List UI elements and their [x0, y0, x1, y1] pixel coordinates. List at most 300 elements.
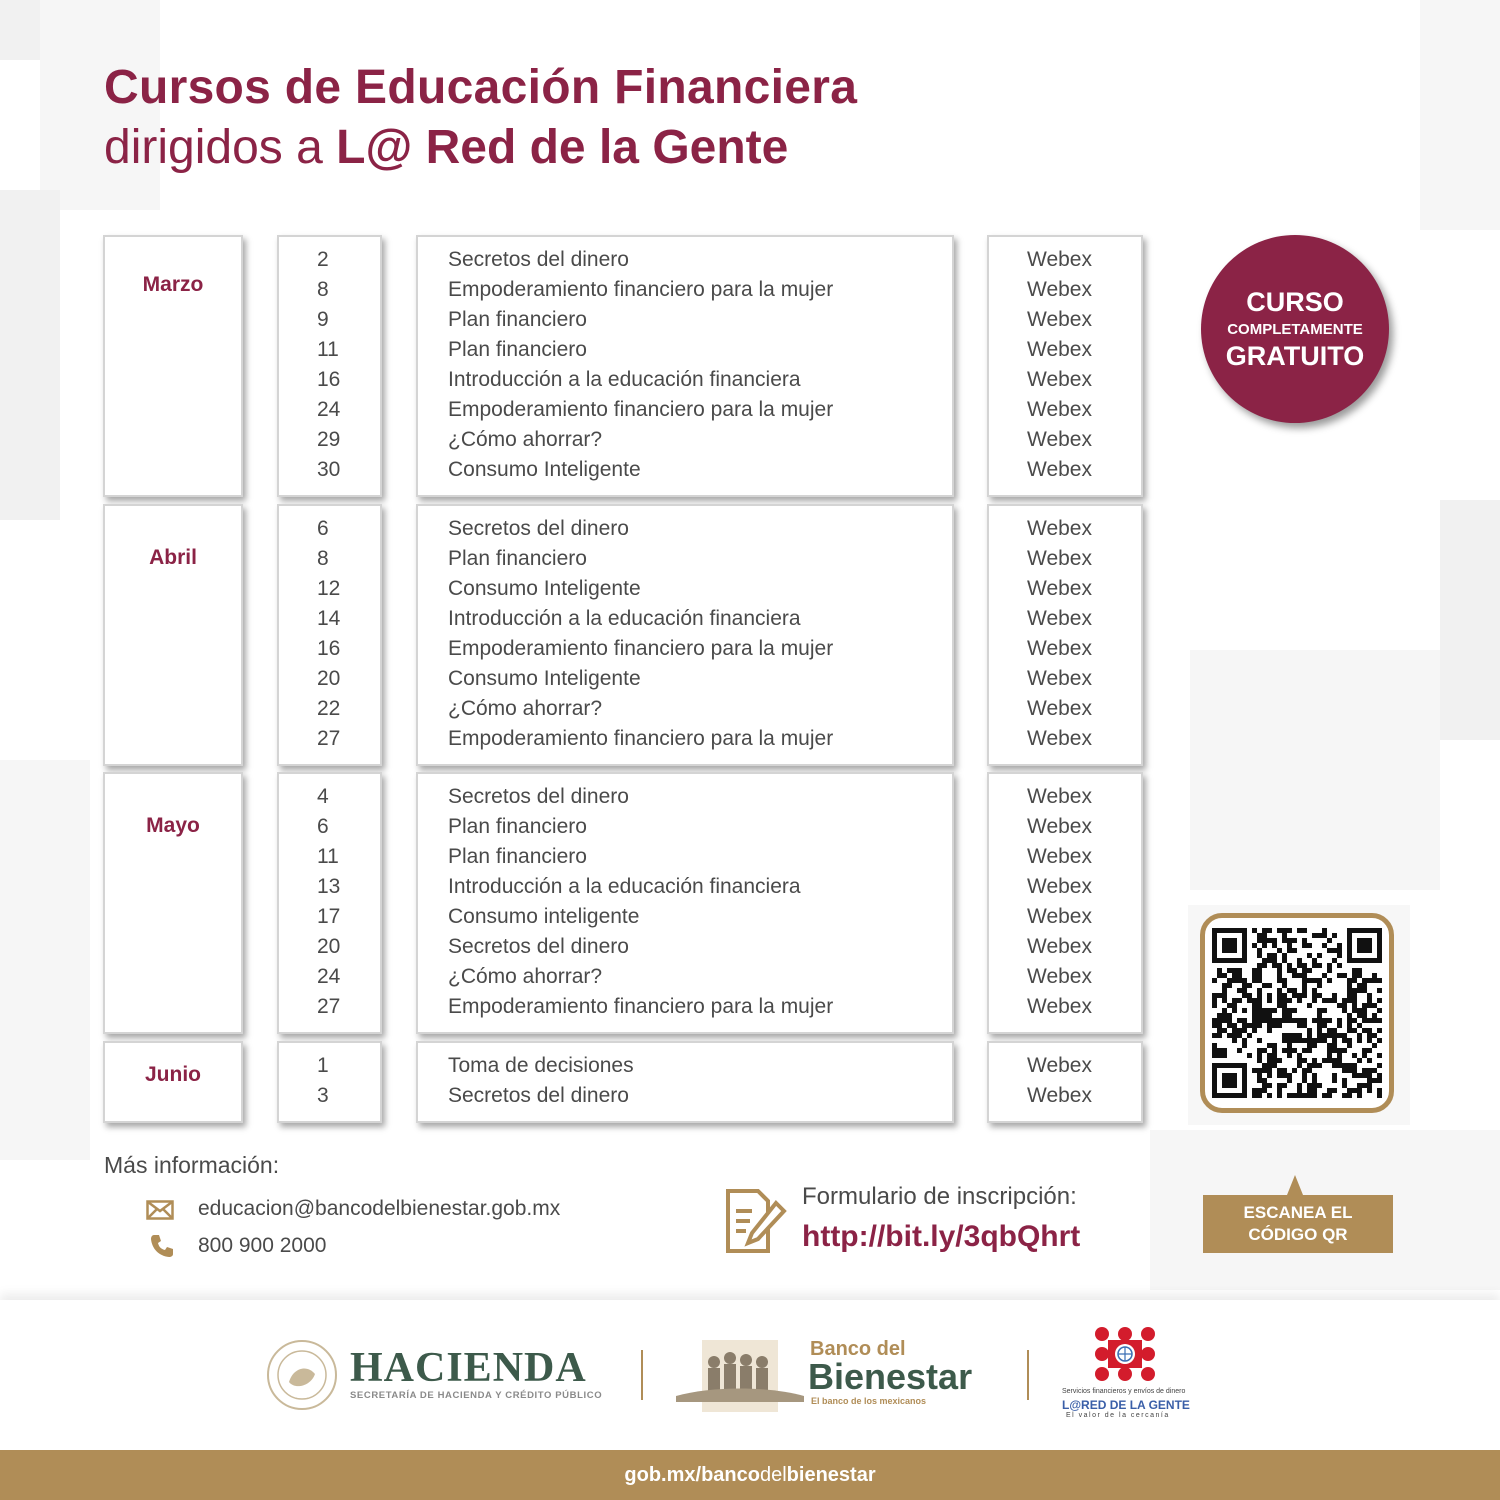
qr-module: [1307, 1063, 1312, 1068]
qr-module: [1287, 1008, 1292, 1013]
qr-module: [1317, 983, 1322, 988]
schedule-course-cell: Secretos del dinero: [448, 517, 629, 540]
qr-module: [1312, 1088, 1317, 1093]
scan-qr-label: [1203, 1195, 1393, 1253]
qr-module: [1322, 1093, 1327, 1098]
badge-line1: CURSO: [1246, 287, 1344, 317]
qr-module: [1287, 1038, 1292, 1043]
qr-module: [1347, 1088, 1352, 1093]
qr-module: [1277, 928, 1282, 933]
schedule-course-box: [416, 1041, 954, 1123]
qr-module: [1297, 963, 1302, 968]
qr-module: [1257, 1053, 1262, 1058]
qr-module: [1212, 1003, 1217, 1008]
qr-module: [1342, 1083, 1347, 1088]
qr-module: [1307, 1003, 1312, 1008]
qr-module: [1292, 1048, 1297, 1053]
qr-module: [1277, 963, 1282, 968]
schedule-platform-cell: Webex: [1027, 368, 1092, 391]
qr-module: [1302, 1068, 1307, 1073]
qr-module: [1272, 1023, 1277, 1028]
qr-module: [1292, 1008, 1297, 1013]
qr-module: [1242, 1028, 1247, 1033]
schedule-month-box: [103, 772, 243, 1034]
schedule-platform-cell: Webex: [1027, 697, 1092, 720]
schedule-course-cell: Toma de decisiones: [448, 1054, 634, 1077]
bg-decor: [0, 190, 60, 520]
qr-module: [1267, 1093, 1272, 1098]
qr-module: [1282, 1018, 1287, 1023]
qr-module: [1247, 1053, 1252, 1058]
qr-module: [1297, 973, 1302, 978]
qr-module: [1212, 1023, 1217, 1028]
qr-module: [1262, 1083, 1267, 1088]
qr-module: [1212, 1048, 1217, 1053]
qr-module: [1287, 1078, 1292, 1083]
schedule-course-cell: Secretos del dinero: [448, 1084, 629, 1107]
qr-module: [1267, 1073, 1272, 1078]
qr-module: [1297, 993, 1302, 998]
qr-module: [1252, 1008, 1257, 1013]
qr-module: [1367, 1088, 1372, 1093]
schedule-day-cell: 24: [317, 965, 341, 988]
qr-module: [1267, 1043, 1272, 1048]
qr-module: [1372, 1033, 1377, 1038]
qr-module: [1257, 973, 1262, 978]
qr-module: [1262, 1048, 1267, 1053]
qr-module: [1257, 1023, 1262, 1028]
qr-module: [1367, 1068, 1372, 1073]
qr-module: [1277, 948, 1282, 953]
qr-module: [1252, 998, 1257, 1003]
qr-module: [1357, 988, 1362, 993]
schedule-platform-cell: Webex: [1027, 995, 1092, 1018]
qr-module: [1332, 1038, 1337, 1043]
qr-module: [1277, 1073, 1282, 1078]
schedule-course-cell: Plan financiero: [448, 815, 587, 838]
qr-module: [1212, 1053, 1217, 1058]
qr-module: [1352, 993, 1357, 998]
qr-module: [1247, 983, 1252, 988]
qr-module: [1352, 1073, 1357, 1078]
qr-module: [1322, 1018, 1327, 1023]
qr-module: [1222, 1073, 1237, 1088]
schedule-platform-cell: Webex: [1027, 667, 1092, 690]
qr-module: [1322, 1033, 1327, 1038]
qr-module: [1332, 1088, 1337, 1093]
qr-module: [1302, 993, 1307, 998]
phone-icon: [149, 1233, 175, 1259]
qr-module: [1267, 1068, 1272, 1073]
hacienda-subtitle: SECRETARÍA DE HACIENDA Y CRÉDITO PÚBLICO: [350, 1390, 603, 1401]
qr-module: [1327, 978, 1332, 983]
qr-module: [1377, 1063, 1382, 1068]
qr-module: [1257, 1058, 1262, 1063]
qr-module: [1312, 993, 1317, 998]
schedule-day-box: [277, 235, 382, 497]
schedule-course-cell: Empoderamiento financiero para la mujer: [448, 278, 834, 301]
qr-module: [1287, 1048, 1292, 1053]
schedule-platform-cell: Webex: [1027, 308, 1092, 331]
qr-module: [1347, 1028, 1352, 1033]
qr-module: [1272, 953, 1277, 958]
qr-module: [1362, 1028, 1367, 1033]
qr-module: [1297, 958, 1302, 963]
qr-module: [1347, 1038, 1352, 1043]
qr-module: [1257, 998, 1262, 1003]
qr-module: [1272, 1063, 1277, 1068]
qr-module: [1327, 1058, 1332, 1063]
registration-form-link[interactable]: http://bit.ly/3qbQhrt: [802, 1220, 1081, 1253]
qr-module: [1292, 1093, 1297, 1098]
qr-module: [1222, 1028, 1227, 1033]
qr-module: [1367, 1038, 1372, 1043]
qr-module: [1297, 1038, 1302, 1043]
qr-module: [1222, 1053, 1227, 1058]
qr-module: [1352, 1018, 1357, 1023]
qr-module: [1277, 988, 1282, 993]
qr-module: [1297, 1053, 1302, 1058]
qr-module: [1302, 1018, 1307, 1023]
qr-module: [1307, 1028, 1312, 1033]
qr-module: [1342, 1003, 1347, 1008]
qr-module: [1217, 1013, 1222, 1018]
schedule-day-cell: 24: [317, 398, 341, 421]
qr-module: [1232, 1003, 1237, 1008]
qr-module: [1217, 968, 1222, 973]
qr-module: [1262, 1078, 1267, 1083]
schedule-day-box: [277, 1041, 382, 1123]
qr-module: [1262, 943, 1267, 948]
qr-module: [1322, 943, 1327, 948]
qr-module: [1332, 1078, 1337, 1083]
qr-module: [1357, 1073, 1362, 1078]
qr-module: [1377, 1053, 1382, 1058]
qr-module: [1237, 988, 1242, 993]
url-part: banco: [701, 1464, 760, 1486]
qr-module: [1217, 1053, 1222, 1058]
red-subtitle: Servicios financieros y envíos de dinero: [1062, 1388, 1186, 1395]
qr-module: [1337, 1048, 1342, 1053]
qr-code[interactable]: [1212, 928, 1382, 1098]
qr-module: [1267, 1018, 1272, 1023]
subtitle-prefix: dirigidos a: [104, 121, 337, 174]
qr-module: [1352, 1088, 1357, 1093]
logo-divider: [1027, 1350, 1029, 1400]
qr-frame: [1200, 913, 1394, 1113]
qr-module: [1282, 1033, 1287, 1038]
qr-module: [1322, 998, 1327, 1003]
qr-module: [1277, 1083, 1282, 1088]
qr-module: [1277, 973, 1282, 978]
qr-module: [1327, 1028, 1332, 1033]
qr-module: [1377, 1018, 1382, 1023]
qr-module: [1252, 1023, 1257, 1028]
qr-module: [1277, 1088, 1282, 1093]
qr-module: [1287, 948, 1292, 953]
qr-module: [1267, 1063, 1272, 1068]
schedule-plat-box: [987, 235, 1143, 497]
qr-module: [1307, 953, 1312, 958]
schedule-course-cell: Empoderamiento financiero para la mujer: [448, 398, 834, 421]
qr-module: [1332, 1063, 1337, 1068]
qr-module: [1297, 1083, 1302, 1088]
qr-module: [1267, 983, 1272, 988]
qr-module: [1277, 1023, 1282, 1028]
schedule-day-cell: 17: [317, 905, 341, 928]
qr-module: [1287, 1033, 1292, 1038]
qr-module: [1332, 1058, 1337, 1063]
qr-module: [1307, 1093, 1312, 1098]
qr-module: [1312, 1058, 1317, 1063]
qr-module: [1357, 1058, 1362, 1063]
qr-module: [1367, 993, 1372, 998]
qr-module: [1282, 1068, 1287, 1073]
qr-module: [1242, 978, 1247, 983]
qr-module: [1337, 948, 1342, 953]
qr-module: [1252, 1018, 1257, 1023]
schedule-course-box: [416, 504, 954, 766]
schedule-day-cell: 11: [317, 845, 339, 868]
qr-module: [1292, 948, 1297, 953]
mail-icon: [146, 1200, 174, 1220]
qr-module: [1347, 1063, 1352, 1068]
qr-module: [1312, 958, 1317, 963]
qr-module: [1257, 1038, 1262, 1043]
qr-module: [1267, 1008, 1272, 1013]
qr-module: [1257, 968, 1262, 973]
qr-module: [1282, 1073, 1287, 1078]
qr-module: [1232, 973, 1237, 978]
schedule-course-cell: Plan financiero: [448, 547, 587, 570]
qr-module: [1317, 1013, 1322, 1018]
schedule-course-cell: Empoderamiento financiero para la mujer: [448, 727, 834, 750]
qr-module: [1257, 1078, 1262, 1083]
qr-module: [1352, 988, 1357, 993]
qr-module: [1217, 1018, 1222, 1023]
qr-module: [1287, 1018, 1292, 1023]
qr-module: [1367, 1033, 1372, 1038]
qr-module: [1312, 978, 1317, 983]
qr-module: [1367, 1048, 1372, 1053]
qr-module: [1327, 998, 1332, 1003]
qr-module: [1257, 1068, 1262, 1073]
qr-module: [1347, 993, 1352, 998]
qr-module: [1367, 1028, 1372, 1033]
qr-module: [1222, 1008, 1227, 1013]
schedule-platform-cell: Webex: [1027, 1054, 1092, 1077]
qr-module: [1242, 988, 1247, 993]
banco-line1: Banco del: [810, 1338, 906, 1360]
qr-module: [1342, 1048, 1347, 1053]
qr-module: [1212, 993, 1217, 998]
schedule-rows: [418, 514, 952, 754]
subtitle-bold: L@ Red de la Gente: [336, 121, 789, 174]
qr-module: [1252, 1003, 1257, 1008]
qr-module: [1287, 1073, 1292, 1078]
qr-module: [1372, 1043, 1377, 1048]
qr-module: [1352, 1028, 1357, 1033]
qr-module: [1307, 1038, 1312, 1043]
qr-module: [1292, 993, 1297, 998]
qr-module: [1262, 1013, 1267, 1018]
schedule-course-cell: ¿Cómo ahorrar?: [448, 965, 603, 988]
qr-module: [1232, 1008, 1237, 1013]
registration-form-label: Formulario de inscripción:: [802, 1183, 1077, 1210]
qr-module: [1362, 1073, 1367, 1078]
more-info-label: Más información:: [104, 1152, 280, 1178]
email-link[interactable]: educacion@bancodelbienestar.gob.mx: [198, 1197, 561, 1220]
qr-module: [1302, 983, 1307, 988]
qr-module: [1237, 1048, 1242, 1053]
qr-module: [1307, 943, 1312, 948]
qr-module: [1337, 1033, 1342, 1038]
bg-decor: [1440, 500, 1500, 740]
qr-module: [1297, 1033, 1302, 1038]
qr-module: [1282, 983, 1287, 988]
schedule-platform-cell: Webex: [1027, 278, 1092, 301]
schedule-month-box: [103, 504, 243, 766]
qr-module: [1237, 1033, 1242, 1038]
qr-module: [1362, 1048, 1367, 1053]
qr-module: [1287, 943, 1292, 948]
schedule-day-cell: 14: [317, 607, 341, 630]
qr-module: [1322, 1058, 1327, 1063]
qr-module: [1352, 1063, 1357, 1068]
qr-module: [1332, 1043, 1337, 1048]
qr-module: [1377, 978, 1382, 983]
qr-module: [1322, 973, 1327, 978]
qr-module: [1272, 1018, 1277, 1023]
schedule-course-cell: Plan financiero: [448, 338, 587, 361]
qr-module: [1327, 963, 1332, 968]
qr-module: [1267, 1058, 1272, 1063]
qr-module: [1317, 963, 1322, 968]
schedule-course-cell: Secretos del dinero: [448, 785, 629, 808]
qr-module: [1327, 1033, 1332, 1038]
schedule-course-cell: Consumo inteligente: [448, 905, 640, 928]
qr-module: [1282, 993, 1287, 998]
phone-number[interactable]: 800 900 2000: [198, 1234, 327, 1257]
qr-module: [1317, 1033, 1322, 1038]
qr-module: [1367, 1003, 1372, 1008]
qr-module: [1272, 943, 1277, 948]
qr-module: [1262, 1063, 1267, 1068]
qr-module: [1367, 1058, 1372, 1063]
qr-module: [1362, 988, 1367, 993]
qr-module: [1347, 1068, 1352, 1073]
qr-module: [1222, 1048, 1227, 1053]
qr-module: [1367, 978, 1372, 983]
schedule-platform-cell: Webex: [1027, 1084, 1092, 1107]
qr-module: [1302, 988, 1307, 993]
qr-module: [1297, 1023, 1302, 1028]
red-de-la-gente-logo-icon: [1092, 1326, 1158, 1382]
qr-module: [1372, 1013, 1377, 1018]
page-subtitle: [104, 120, 788, 175]
qr-module: [1302, 1093, 1307, 1098]
qr-module: [1272, 1053, 1277, 1058]
qr-module: [1307, 968, 1312, 973]
qr-module: [1227, 1033, 1232, 1038]
qr-module: [1227, 968, 1232, 973]
qr-module: [1262, 1008, 1267, 1013]
schedule-course-cell: Introducción a la educación financiera: [448, 607, 801, 630]
qr-module: [1287, 963, 1292, 968]
qr-module: [1352, 1008, 1357, 1013]
qr-module: [1307, 1033, 1312, 1038]
footer-url-bar[interactable]: [0, 1450, 1500, 1500]
schedule-course-cell: Empoderamiento financiero para la mujer: [448, 995, 834, 1018]
qr-module: [1257, 948, 1262, 953]
qr-module: [1282, 978, 1287, 983]
qr-module: [1317, 978, 1322, 983]
schedule-course-cell: Consumo Inteligente: [448, 667, 641, 690]
qr-module: [1257, 1093, 1262, 1098]
qr-module: [1232, 998, 1237, 1003]
qr-module: [1347, 998, 1352, 1003]
qr-module: [1277, 1093, 1282, 1098]
qr-module: [1232, 968, 1237, 973]
qr-module: [1307, 1088, 1312, 1093]
schedule-rows: [989, 245, 1141, 485]
qr-module: [1352, 1068, 1357, 1073]
qr-module: [1342, 1038, 1347, 1043]
qr-module: [1312, 998, 1317, 1003]
qr-module: [1237, 1018, 1242, 1023]
qr-module: [1302, 968, 1307, 973]
month-label: Junio: [145, 1063, 201, 1086]
qr-module: [1357, 1088, 1362, 1093]
qr-module: [1332, 1048, 1337, 1053]
qr-module: [1282, 938, 1287, 943]
qr-module: [1372, 973, 1377, 978]
qr-module: [1277, 998, 1282, 1003]
schedule-day-cell: 2: [317, 248, 329, 271]
schedule-day-cell: 20: [317, 667, 341, 690]
qr-module: [1327, 1018, 1332, 1023]
qr-module: [1267, 953, 1272, 958]
qr-module: [1282, 933, 1287, 938]
qr-module: [1292, 938, 1297, 943]
schedule-course-cell: ¿Cómo ahorrar?: [448, 428, 603, 451]
banco-bienestar-illustration: [672, 1340, 808, 1412]
schedule-day-cell: 8: [317, 547, 329, 570]
qr-module: [1332, 958, 1337, 963]
qr-module: [1312, 1063, 1317, 1068]
schedule-platform-cell: Webex: [1027, 785, 1092, 808]
qr-module: [1362, 983, 1367, 988]
qr-module: [1257, 1013, 1262, 1018]
qr-module: [1217, 1028, 1222, 1033]
qr-module: [1287, 998, 1292, 1003]
qr-module: [1272, 963, 1277, 968]
schedule-day-cell: 1: [317, 1054, 329, 1077]
qr-module: [1317, 1083, 1322, 1088]
qr-module: [1282, 1038, 1287, 1043]
banco-tagline: El banco de los mexicanos: [811, 1396, 927, 1406]
schedule-rows: [279, 514, 380, 754]
qr-module: [1257, 1018, 1262, 1023]
schedule-platform-cell: Webex: [1027, 547, 1092, 570]
schedule-day-cell: 30: [317, 458, 341, 481]
qr-module: [1232, 1023, 1237, 1028]
qr-module: [1357, 1083, 1362, 1088]
qr-module: [1242, 1023, 1247, 1028]
qr-module: [1297, 1058, 1302, 1063]
schedule-platform-cell: Webex: [1027, 965, 1092, 988]
schedule-day-cell: 29: [317, 428, 341, 451]
